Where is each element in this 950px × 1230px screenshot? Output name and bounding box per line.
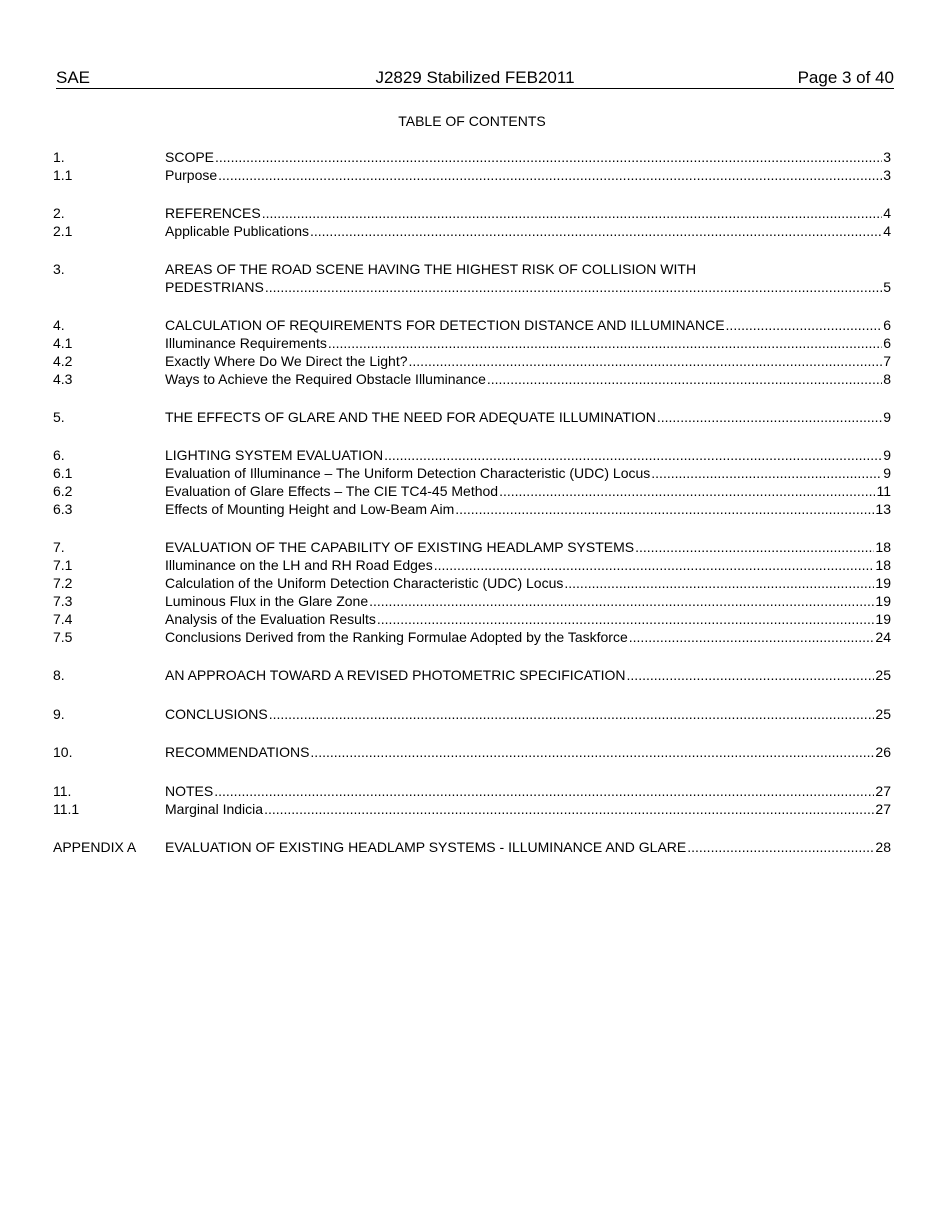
toc-leader-dots [264,800,874,818]
toc-row[interactable] [53,628,891,646]
toc-leader-dots [384,446,882,464]
toc-row[interactable] [53,278,891,296]
toc-number: 1. [53,149,65,165]
toc-number: 2. [53,205,65,221]
toc-row[interactable] [53,334,891,352]
toc-number: 7.4 [53,611,73,627]
toc-entry-title: SCOPE [165,149,215,165]
toc-number: 2.1 [53,223,73,239]
toc-leader-dots [269,705,875,723]
toc-row[interactable] [53,222,891,240]
toc-entry-title: CALCULATION OF REQUIREMENTS FOR DETECTION DISTANCE AND ILLUMINANCE [165,317,725,333]
toc-number: 4. [53,317,65,333]
toc-entry-title: Evaluation of Glare Effects – The CIE TC4-45 Method [165,483,499,499]
toc-row[interactable] [53,800,891,818]
toc-leader-dots [218,166,882,184]
toc-number: 7. [53,539,65,555]
toc-section-7 [53,538,891,646]
toc-page-number: 19 [875,593,891,609]
toc-page-number: 27 [875,801,891,817]
toc-page-number: 25 [875,667,891,683]
toc-entry-title: Marginal Indicia [165,801,264,817]
toc-entry-title: NOTES [165,783,214,799]
toc-page-number: 9 [883,447,891,463]
header-page-number: Page 3 of 40 [797,68,894,87]
toc-leader-dots [310,743,874,761]
toc-section-8 [53,666,891,684]
toc-row[interactable] [53,705,891,723]
toc-leader-dots [377,610,875,628]
toc-leader-dots [262,204,883,222]
toc-entry-title: Calculation of the Uniform Detection Characteristic (UDC) Locus [165,575,564,591]
toc-page-number: 25 [875,706,891,722]
toc-row[interactable] [53,538,891,556]
toc-number: 4.3 [53,371,73,387]
toc-entry-title: Purpose [165,167,218,183]
toc-number: 5. [53,409,65,425]
toc-leader-dots [499,482,875,500]
toc-number: 6.3 [53,501,73,517]
toc-number: 8. [53,667,65,683]
toc-leader-dots [215,148,882,166]
toc-number: 3. [53,261,65,277]
toc-number: 9. [53,706,65,722]
toc-entry-title: Ways to Achieve the Required Obstacle Illuminance [165,371,486,387]
toc-entry-title: EVALUATION OF THE CAPABILITY OF EXISTING HEADLAMP SYSTEMS [165,539,635,555]
toc-row-line1[interactable] [53,260,891,278]
toc-entry-title: Illuminance on the LH and RH Road Edges [165,557,433,573]
toc-number: 1.1 [53,167,73,183]
toc-page-number: 18 [875,539,891,555]
toc-number: 7.5 [53,629,73,645]
toc-entry-title: PEDESTRIANS [165,279,264,295]
toc-page-number: 4 [883,223,891,239]
toc-section-6 [53,446,891,518]
toc-leader-dots [214,782,874,800]
toc-page-number: 27 [875,783,891,799]
toc-leader-dots [328,334,882,352]
toc-page-number: 9 [883,409,891,425]
toc-entry-title: AN APPROACH TOWARD A REVISED PHOTOMETRIC SPECIFICATION [165,667,626,683]
toc-page-number: 3 [883,167,891,183]
toc-section-10 [53,743,891,761]
toc-page-number: 19 [875,575,891,591]
toc-leader-dots [487,370,882,388]
toc-page-number: 6 [883,317,891,333]
toc-number: 7.3 [53,593,73,609]
toc-row[interactable] [53,370,891,388]
toc-page-number: 26 [875,744,891,760]
toc-entry-title: Analysis of the Evaluation Results [165,611,376,627]
toc-leader-dots [310,222,882,240]
toc-section-1 [53,148,891,184]
toc-leader-dots [629,628,875,646]
toc-page-number: 18 [875,557,891,573]
toc-row[interactable] [53,408,891,426]
toc-page-number: 8 [883,371,891,387]
toc-leader-dots [726,316,883,334]
toc-entry-title: THE EFFECTS OF GLARE AND THE NEED FOR ADEQUATE ILLUMINATION [165,409,656,425]
toc-page-number: 3 [883,149,891,165]
toc-entry-title: CONCLUSIONS [165,706,268,722]
toc-page-number: 11 [876,483,891,499]
toc-entry-title: LIGHTING SYSTEM EVALUATION [165,447,384,463]
header-organization: SAE [56,68,91,87]
toc-number: APPENDIX A [53,839,137,855]
toc-leader-dots [409,352,883,370]
toc-number: 6.1 [53,465,73,481]
toc-entry-title: RECOMMENDATIONS [165,744,310,760]
toc-row[interactable] [53,666,891,684]
toc-row[interactable] [53,782,891,800]
toc-page-number: 7 [883,353,891,369]
toc-row[interactable] [53,482,891,500]
toc-leader-dots [455,500,874,518]
toc-entry-title: Luminous Flux in the Glare Zone [165,593,369,609]
toc-section-2 [53,204,891,240]
toc-page-number: 24 [875,629,891,645]
toc-number: 10. [53,744,73,760]
toc-entry-title: Conclusions Derived from the Ranking Formulae Adopted by the Taskforce [165,629,628,645]
toc-row[interactable] [53,352,891,370]
toc-row[interactable] [53,574,891,592]
toc-row[interactable] [53,316,891,334]
toc-section-11 [53,782,891,818]
toc-row[interactable] [53,610,891,628]
toc-number: 11.1 [53,801,80,817]
toc-page-number: 4 [883,205,891,221]
page-header [56,68,894,89]
toc-page-number: 13 [875,501,891,517]
toc-section-9 [53,705,891,723]
toc-entry-title: Applicable Publications [165,223,309,239]
toc-row[interactable] [53,204,891,222]
toc-section-4 [53,316,891,388]
toc-number: 6. [53,447,65,463]
toc-page-number: 19 [875,611,891,627]
toc-leader-dots [265,278,882,296]
toc-row[interactable] [53,500,891,518]
toc-row[interactable] [53,556,891,574]
header-document-id: J2829 Stabilized FEB2011 [375,68,575,87]
toc-number: 4.1 [53,335,73,351]
toc-entry-title: Evaluation of Illuminance – The Uniform Detection Characteristic (UDC) Locus [165,465,651,481]
toc-number: 7.2 [53,575,73,591]
toc-entry-title: Effects of Mounting Height and Low-Beam Aim [165,501,455,517]
toc-section-3 [53,260,891,296]
toc-number: 4.2 [53,353,73,369]
toc-row[interactable] [53,446,891,464]
toc-number: 7.1 [53,557,73,573]
toc-leader-dots [627,666,875,684]
toc-title: TABLE OF CONTENTS [398,113,546,129]
toc-number: 6.2 [53,483,73,499]
toc-leader-dots [635,538,874,556]
toc-page-number: 9 [883,465,891,481]
toc-row[interactable] [53,592,891,610]
toc-page-number: 6 [883,335,891,351]
toc-leader-dots [564,574,874,592]
toc-page-number: 28 [875,839,891,855]
table-of-contents [53,148,891,876]
toc-leader-dots [434,556,875,574]
toc-leader-dots [687,838,874,856]
toc-row[interactable] [53,166,891,184]
toc-section-5 [53,408,891,426]
toc-row[interactable] [53,838,891,856]
toc-section-appendix-a [53,838,891,856]
toc-row[interactable] [53,148,891,166]
toc-entry-title: Illuminance Requirements [165,335,327,351]
toc-leader-dots [651,464,882,482]
toc-number: 11. [53,783,72,799]
toc-row[interactable] [53,743,891,761]
toc-leader-dots [657,408,882,426]
toc-row[interactable] [53,464,891,482]
toc-entry-title: Exactly Where Do We Direct the Light? [165,353,408,369]
toc-leader-dots [369,592,874,610]
toc-page-number: 5 [883,279,891,295]
toc-entry-title-line1: AREAS OF THE ROAD SCENE HAVING THE HIGHEST RISK OF COLLISION WITH [165,261,697,277]
toc-entry-title: EVALUATION OF EXISTING HEADLAMP SYSTEMS - ILLUMINANCE AND GLARE [165,839,687,855]
toc-entry-title: REFERENCES [165,205,261,221]
